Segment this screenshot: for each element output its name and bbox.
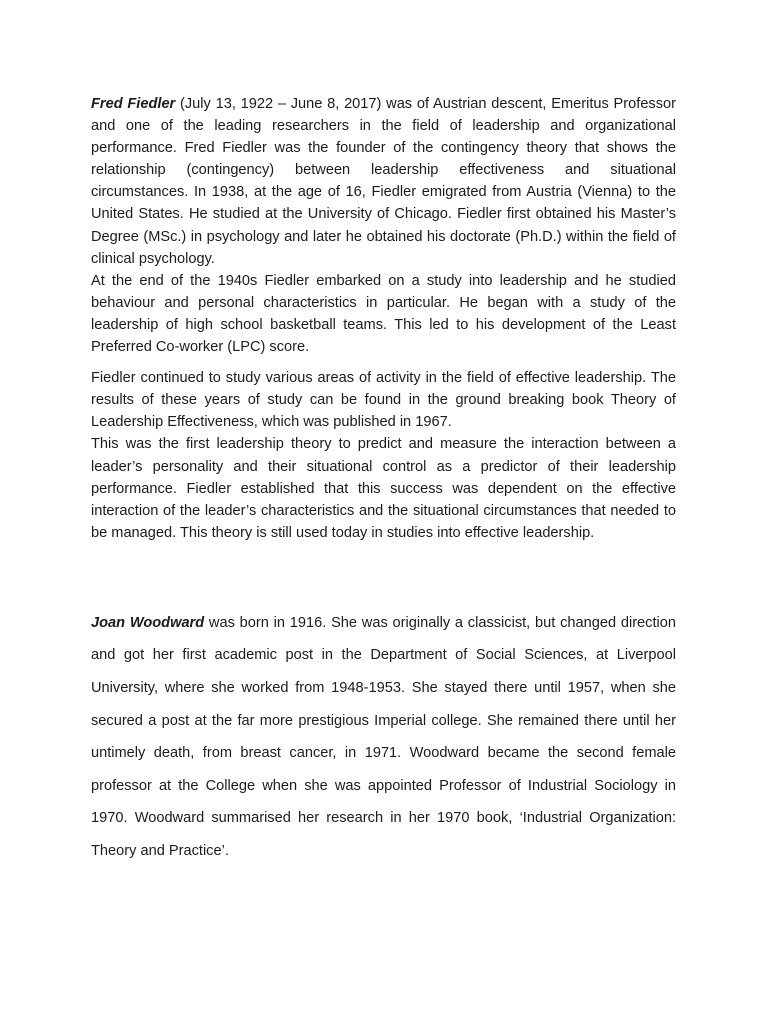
document-page [91, 93, 676, 868]
woodward-name: Joan Woodward [91, 614, 205, 631]
woodward-paragraph [91, 607, 676, 868]
fiedler-paragraph-4: This was the first leadership theory to predict and measure the interaction between a leader’s personality and their situational control as a predictor of their leadership performance. Fiedler established that this success was dependent on the effective interaction of the leader’s characteristics and the situational circumstances that needed to be managed. This theory is still used today in studies into effective leadership. [91, 436, 676, 541]
fiedler-paragraph-3: Fiedler continued to study various areas of activity in the field of effective leadership. The results of these years of study can be found in the ground breaking book Theory of Leadership Effectiveness, which was published in 1967. [91, 370, 676, 431]
woodward-paragraph-text: was born in 1916. She was originally a classicist, but changed direction and got her first academic post in the Department of Social Sciences, at Liverpool University, where she worked from 1948-1953. She stayed there until 1957, when she secured a post at the far more prestigious Imperial college. She remained there until her untimely death, from breast cancer, in 1971. Woodward became the second female professor at the College when she was appointed Professor of Industrial Sociology in 1970. Woodward summarised her research in her 1970 book, ‘Industrial Organization: Theory and Practice’. [91, 614, 676, 860]
fiedler-name: Fred Fiedler [91, 96, 176, 112]
fiedler-paragraph-2: At the end of the 1940s Fiedler embarked on a study into leadership and he studied behaviour and personal characteristics in particular. He began with a study of the leadership of high school basketball teams. This led to his development of the Least Preferred Co-worker (LPC) score. [91, 272, 676, 356]
fiedler-paragraph-1-text: (July 13, 1922 – June 8, 2017) was of Austrian descent, Emeritus Professor and one of the leading researchers in the field of leadership and organizational performance. Fred Fiedler was the founder of the contingency theory that shows the relationship (contingency) between leadership effectiveness and situational circumstances. In 1938, at the age of 16, Fiedler emigrated from Austria (Vienna) to the United States. He studied at the University of Chicago. Fiedler first obtained his Master’s Degree (MSc.) in psychology and later he obtained his doctorate (Ph.D.) within the field of clinical psychology. [91, 96, 677, 267]
fiedler-paragraph-1 [91, 93, 676, 270]
